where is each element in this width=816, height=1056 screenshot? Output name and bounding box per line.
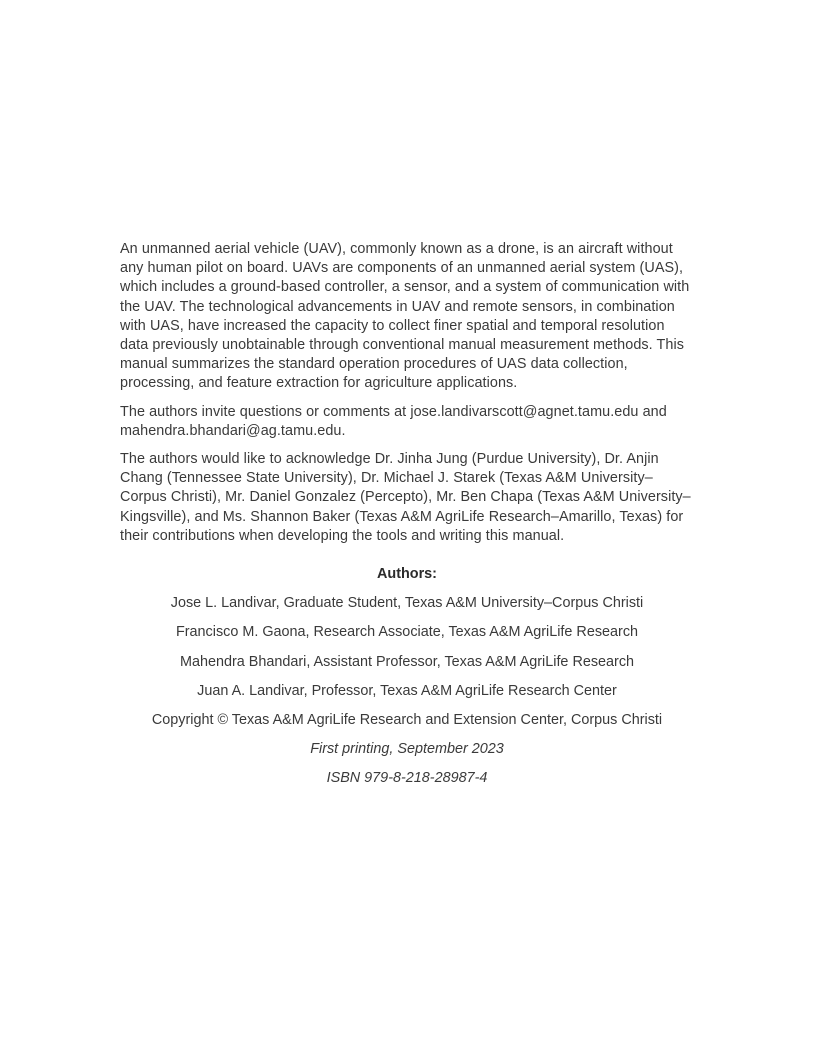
page-content (120, 240, 694, 789)
authors-heading: Authors: (377, 566, 437, 583)
isbn-line: ISBN 979-8-218-28987-4 (326, 770, 488, 787)
printing-line: First printing, September 2023 (310, 741, 504, 758)
author-entry: Francisco M. Gaona, Research Associate, Texas A&M AgriLife Research (175, 624, 639, 641)
copyright-line: Copyright © Texas A&M AgriLife Research and Extension Center, Corpus Christi (151, 712, 663, 729)
author-entry: Jose L. Landivar, Graduate Student, Texas A&M University–Corpus Christi (170, 595, 644, 612)
authors-section (120, 565, 694, 789)
intro-paragraph: An unmanned aerial vehicle (UAV), commonly known as a drone, is an aircraft without any human pilot on board. UAVs are components of an unmanned aerial system (UAS), which includes a ground-based controller, a sensor, and a system of communication with the UAV. The technological advancements in UAV and remote sensors, in combination with UAS, have increased the capacity to collect finer spatial and temporal resolution data previously unobtainable through conventional manual measurement methods. This manual summarizes the standard operation procedures of UAS data collection, processing, and feature extraction for agriculture applications. (120, 241, 690, 392)
contact-paragraph: The authors invite questions or comments at jose.landivarscott@agnet.tamu.edu and mahendra.bhandari@ag.tamu.edu. (120, 403, 667, 439)
author-entry: Mahendra Bhandari, Assistant Professor, Texas A&M AgriLife Research (179, 653, 635, 670)
author-entry: Juan A. Landivar, Professor, Texas A&M AgriLife Research Center (197, 682, 617, 699)
acknowledgements-paragraph: The authors would like to acknowledge Dr. Jinha Jung (Purdue University), Dr. Anjin Chang (Tennessee State University), Dr. Michael J. Starek (Texas A&M University–Corpus Christi), Mr. Daniel Gonzalez (Percepto), Mr. Ben Chapa (Texas A&M University–Kingsville), and Ms. Shannon Baker (Texas A&M AgriLife Research–Amarillo, Texas) for their contributions when developing the tools and writing this manual. (120, 451, 691, 544)
